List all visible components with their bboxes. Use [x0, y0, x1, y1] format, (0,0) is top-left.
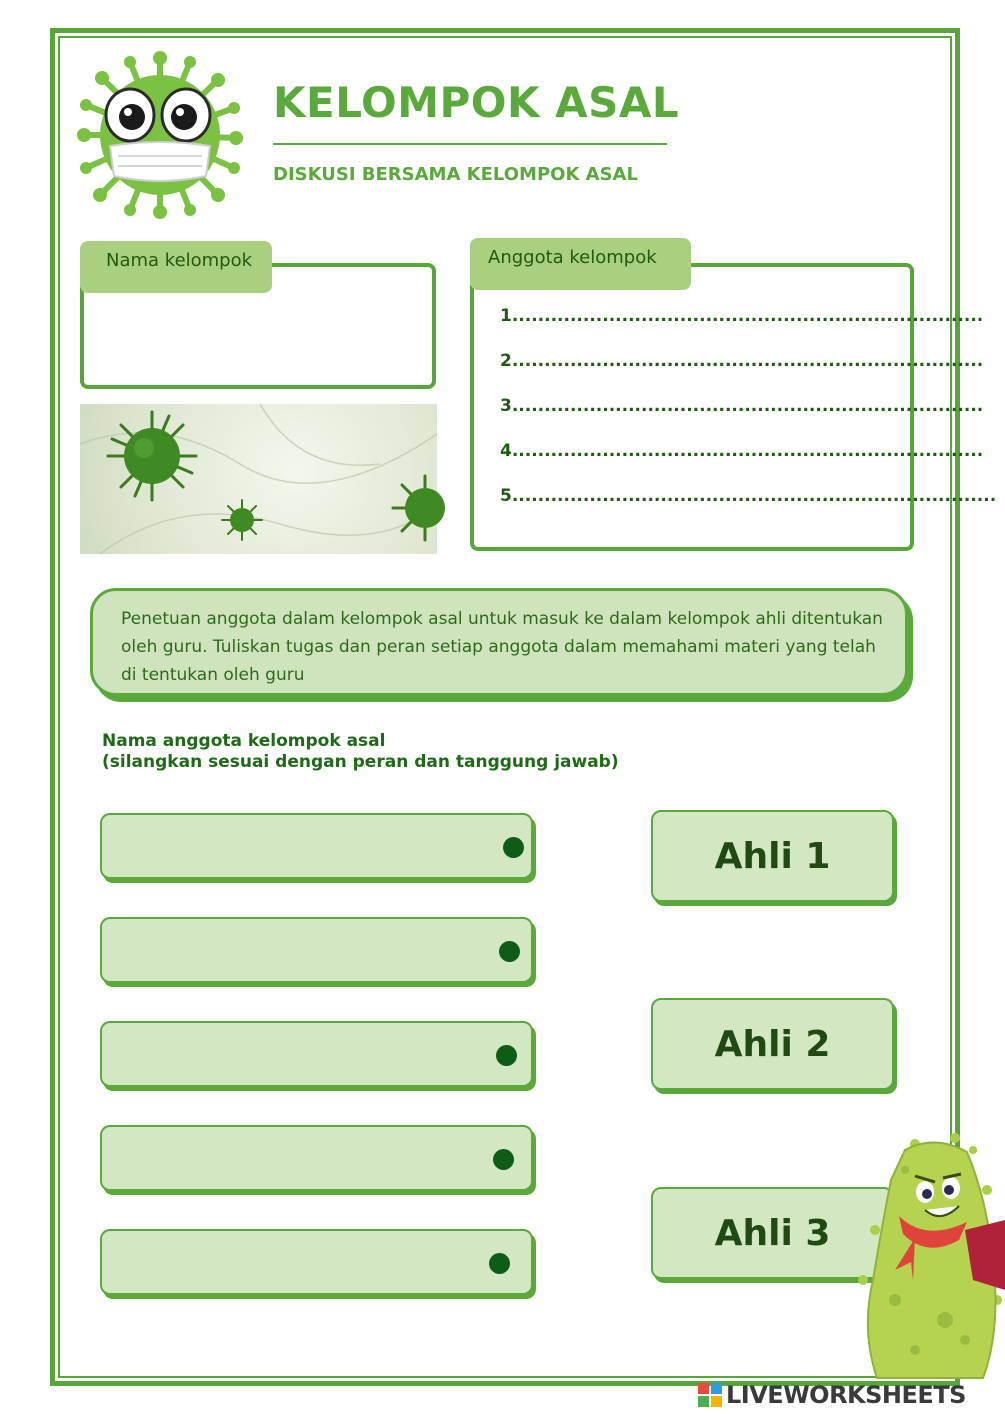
connector-dot[interactable] [496, 1045, 517, 1066]
member-slot-4[interactable] [100, 1125, 533, 1191]
brand-logo-icon [698, 1383, 722, 1407]
connector-dot[interactable] [493, 1149, 514, 1170]
expert-box-1[interactable]: Ahli 1 [651, 810, 894, 902]
instruction-line-2: (silangkan sesuai dengan peran dan tanggung jawab) [102, 752, 619, 772]
member-line-5[interactable]: 5........................................................................... [500, 486, 997, 506]
connector-dot[interactable] [489, 1253, 510, 1274]
member-line-3[interactable]: 3......................................................................... [500, 396, 984, 416]
brand-name: LIVEWORKSHEETS [726, 1381, 966, 1409]
virus-photo [80, 404, 437, 554]
connector-dot[interactable] [499, 941, 520, 962]
instruction-text [102, 731, 619, 773]
member-slot-5[interactable] [100, 1229, 533, 1295]
germ-character-icon [855, 1130, 1005, 1386]
expert-box-3[interactable]: Ahli 3 [651, 1187, 894, 1279]
members-label: Anggota kelompok [470, 238, 691, 290]
member-slot-2[interactable] [100, 917, 533, 983]
connector-dot[interactable] [503, 837, 524, 858]
page-title: KELOMPOK ASAL [273, 78, 680, 127]
title-divider [273, 143, 667, 145]
instruction-line-1: Nama anggota kelompok asal [102, 731, 386, 751]
member-slot-1[interactable] [100, 813, 533, 879]
group-name-label: Nama kelompok [80, 241, 272, 293]
member-line-4[interactable]: 4......................................................................... [500, 441, 984, 461]
expert-box-2[interactable]: Ahli 2 [651, 998, 894, 1090]
virus-cells-icon [80, 404, 437, 554]
virus-mascot-icon [78, 50, 243, 220]
members-list [500, 306, 997, 531]
member-line-1[interactable]: 1......................................................................... [500, 306, 984, 326]
brand-logo[interactable] [698, 1382, 966, 1408]
member-line-2[interactable]: 2......................................................................... [500, 351, 984, 371]
member-slot-3[interactable] [100, 1021, 533, 1087]
info-text-box: Penetuan anggota dalam kelompok asal untuk masuk ke dalam kelompok ahli ditentukan oleh guru. Tuliskan tugas dan peran setiap anggota dalam memahami materi yang telah di tentukan oleh guru [90, 588, 908, 696]
page-subtitle: DISKUSI BERSAMA KELOMPOK ASAL [273, 164, 638, 185]
